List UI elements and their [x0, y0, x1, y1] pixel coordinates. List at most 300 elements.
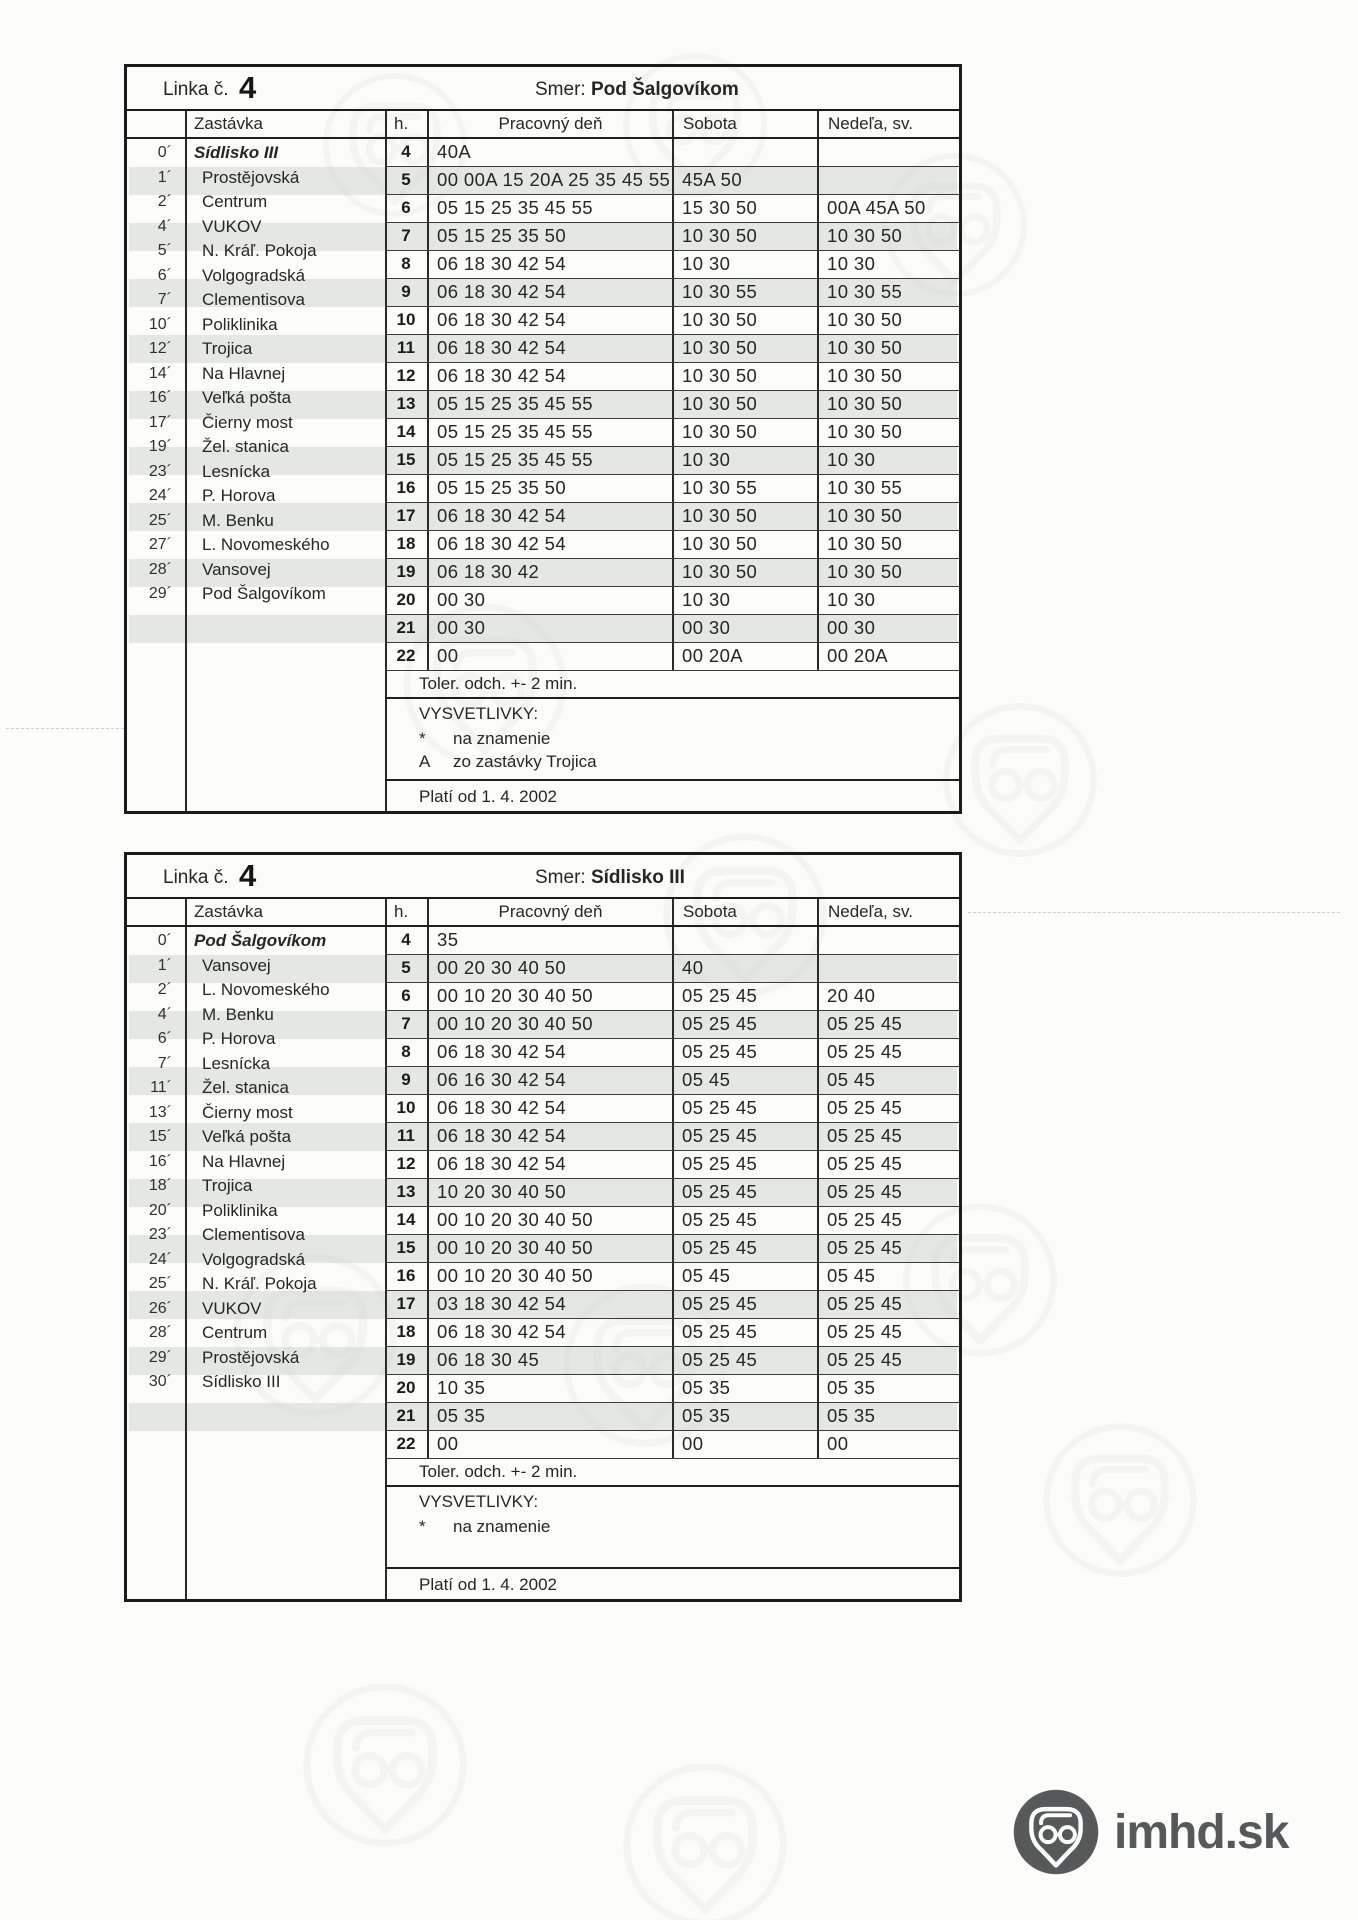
stop-name: Veľká pošta: [202, 388, 292, 407]
col-header-stop: Zastávka: [194, 902, 263, 921]
workday-times: 06 18 30 42 54: [427, 1095, 672, 1122]
col-header-sunday: Nedeľa, sv.: [817, 111, 959, 137]
saturday-times: 10 30 50: [672, 559, 817, 586]
timetable-hour-row: [385, 391, 959, 419]
workday-times: 00 30: [427, 587, 672, 614]
stop-name: Prostějovská: [202, 1347, 300, 1367]
stop-minute: 29´: [148, 1348, 172, 1366]
col-header-sunday: Nedeľa, sv.: [817, 899, 959, 925]
stop-minute: 5´: [157, 242, 172, 259]
workday-times: 05 15 25 35 45 55: [427, 419, 672, 446]
col-header-minute: [127, 899, 185, 925]
timetable-hour-row: [385, 587, 959, 615]
timetable-hour-row: [385, 1123, 959, 1151]
saturday-times: 10 30 50: [672, 391, 817, 418]
stop-minute: 6´: [157, 1030, 172, 1047]
legend-row: [419, 727, 959, 750]
timetable-hour-row: [385, 1095, 959, 1123]
stop-row: [127, 1370, 385, 1395]
legend-text: na znamenie: [453, 1517, 551, 1536]
saturday-times: 10 30 50: [672, 363, 817, 390]
timetable-footer: [385, 1459, 959, 1599]
sunday-times: [817, 167, 959, 194]
timetable-hour-row: [385, 167, 959, 195]
hour-value: 11: [397, 1126, 415, 1145]
sunday-times: 20 40: [817, 983, 959, 1010]
timetable-hour-row: [385, 475, 959, 503]
stop-name: M. Benku: [202, 1004, 274, 1024]
workday-times: 00 10 20 30 40 50: [427, 1263, 672, 1290]
timetable-hour-row: [385, 335, 959, 363]
timetable-hour-row: [385, 1403, 959, 1431]
stop-minute: 17´: [148, 413, 172, 431]
workday-times: 00 10 20 30 40 50: [427, 983, 672, 1010]
saturday-times: 10 30: [672, 587, 817, 614]
stop-name: Vansovej: [202, 955, 271, 975]
stop-minute: 15´: [148, 1128, 172, 1145]
workday-times: 03 18 30 42 54: [427, 1291, 672, 1318]
saturday-times: 05 45: [672, 1067, 817, 1094]
sunday-times: 10 30 50: [817, 531, 959, 558]
stop-name: L. Novomeského: [202, 980, 330, 999]
workday-times: 40A: [427, 139, 672, 166]
workday-times: 05 15 25 35 50: [427, 223, 672, 250]
stop-row: [127, 264, 385, 289]
stop-name: Trojica: [202, 1176, 253, 1195]
stop-minute: 27´: [148, 536, 172, 553]
hour-value: 9: [401, 282, 411, 301]
stop-name: N. Kráľ. Pokoja: [202, 1274, 317, 1293]
workday-times: 06 18 30 42: [427, 559, 672, 586]
sunday-times: [817, 927, 959, 954]
workday-times: 06 18 30 42 54: [427, 531, 672, 558]
timetable-hour-row: [385, 251, 959, 279]
sunday-times: 05 25 45: [817, 1319, 959, 1346]
legend-rows: [419, 727, 959, 773]
stop-name: Sídlisko III: [202, 1372, 281, 1391]
hour-value: 8: [401, 1042, 411, 1061]
stop-minute: 7´: [157, 1054, 172, 1072]
stop-minute: 25´: [148, 511, 172, 529]
sunday-times: [817, 139, 959, 166]
saturday-times: 05 35: [672, 1403, 817, 1430]
hour-value: 19: [396, 1350, 416, 1369]
legend-row: [419, 1515, 959, 1538]
stop-minute: 13´: [148, 1103, 172, 1121]
workday-times: 05 35: [427, 1403, 672, 1430]
workday-times: 00 20 30 40 50: [427, 955, 672, 982]
legend-symbol: A: [419, 752, 431, 771]
saturday-times: 05 25 45: [672, 1347, 817, 1374]
saturday-times: 45A 50: [672, 167, 817, 194]
sunday-times: 05 25 45: [817, 1039, 959, 1066]
stop-row: [127, 1223, 385, 1248]
saturday-times: 00: [672, 1431, 817, 1458]
saturday-times: 10 30 50: [672, 419, 817, 446]
stop-row: [127, 558, 385, 583]
stop-minute: 6´: [157, 266, 172, 284]
sunday-times: 05 25 45: [817, 1095, 959, 1122]
timetable-body: [127, 899, 959, 1599]
workday-times: 10 35: [427, 1375, 672, 1402]
stop-row: [127, 954, 385, 979]
tolerance-note: Toler. odch. +- 2 min.: [385, 671, 959, 699]
watermark-logo: [940, 700, 1100, 860]
saturday-times: [672, 927, 817, 954]
saturday-times: 10 30 50: [672, 335, 817, 362]
timetable-hour-row: [385, 419, 959, 447]
hour-value: 10: [396, 1098, 416, 1117]
stop-minute: 25´: [148, 1275, 172, 1292]
sunday-times: 10 30 50: [817, 363, 959, 390]
stop-row: [127, 190, 385, 215]
timetable-hour-row: [385, 223, 959, 251]
stop-name: Centrum: [202, 1323, 268, 1342]
hour-value: 22: [396, 646, 416, 665]
hour-value: 15: [396, 450, 416, 469]
timetable-footer: [385, 671, 959, 811]
stop-row: [127, 313, 385, 338]
timetable-hour-row: [385, 1067, 959, 1095]
watermark-logo: [620, 1760, 790, 1920]
stop-name: Veľká pošta: [202, 1127, 292, 1146]
legend-title: VYSVETLIVKY:: [419, 1492, 539, 1511]
workday-times: 00 00A 15 20A 25 35 45 55: [427, 167, 672, 194]
legend-rows: [419, 1515, 959, 1538]
saturday-times: 10 30: [672, 447, 817, 474]
stop-name: Volgogradská: [202, 1249, 306, 1269]
valid-from-note: Platí od 1. 4. 2002: [419, 1575, 557, 1594]
sunday-times: 05 25 45: [817, 1235, 959, 1262]
col-header-hour: h.: [394, 902, 409, 921]
stop-name: Centrum: [202, 192, 268, 211]
sunday-times: 05 35: [817, 1375, 959, 1402]
timetable-hour-row: [385, 139, 959, 167]
stop-name: Lesnícka: [202, 461, 271, 481]
stop-name: Clementisova: [202, 1225, 305, 1244]
stop-minute: 20´: [148, 1201, 172, 1219]
workday-times: 10 20 30 40 50: [427, 1179, 672, 1206]
saturday-times: 10 30 55: [672, 279, 817, 306]
saturday-times: 10 30 50: [672, 223, 817, 250]
timetable-hour-row: [385, 1235, 959, 1263]
hour-value: 16: [396, 1266, 416, 1285]
workday-times: 06 18 30 42 54: [427, 1319, 672, 1346]
hour-value: 20: [396, 1378, 416, 1397]
tolerance-note: Toler. odch. +- 2 min.: [385, 1459, 959, 1487]
col-header-workday: Pracovný deň: [427, 111, 672, 137]
workday-times: 06 18 30 42 54: [427, 503, 672, 530]
stop-minute: 0´: [157, 144, 172, 161]
timetable-hour-row: [385, 503, 959, 531]
stop-row: [127, 929, 385, 954]
hour-value: 4: [401, 142, 411, 161]
sunday-times: 10 30: [817, 447, 959, 474]
hour-value: 21: [396, 1406, 416, 1425]
saturday-times: 10 30: [672, 251, 817, 278]
hour-value: 12: [396, 366, 416, 385]
stop-minute: 1´: [157, 168, 172, 186]
saturday-times: [672, 139, 817, 166]
stop-name: Pod Šalgovíkom: [194, 931, 327, 950]
workday-times: 06 18 30 42 54: [427, 307, 672, 334]
col-header-saturday: Sobota: [672, 111, 817, 137]
workday-times: 06 18 30 42 54: [427, 279, 672, 306]
workday-times: 05 15 25 35 45 55: [427, 391, 672, 418]
sunday-times: 10 30 55: [817, 475, 959, 502]
stop-row: [127, 411, 385, 436]
stop-row: [127, 484, 385, 509]
workday-times: 00 10 20 30 40 50: [427, 1235, 672, 1262]
timetable-title-bar: [127, 855, 959, 899]
saturday-times: 05 25 45: [672, 1291, 817, 1318]
stop-name: Žel. stanica: [202, 1078, 289, 1097]
hour-value: 11: [397, 338, 415, 357]
stop-name: Lesnícka: [202, 1053, 271, 1073]
timetable-hour-row: [385, 307, 959, 335]
hour-value: 15: [396, 1238, 416, 1257]
stop-name: P. Horova: [202, 486, 276, 505]
workday-times: 06 18 30 42 54: [427, 363, 672, 390]
hour-value: 17: [396, 1294, 416, 1313]
hour-value: 18: [396, 1322, 416, 1341]
sunday-times: 10 30 50: [817, 307, 959, 334]
saturday-times: 15 30 50: [672, 195, 817, 222]
timetable-hour-row: [385, 447, 959, 475]
stop-row: [127, 1346, 385, 1371]
hour-value: 10: [396, 310, 416, 329]
legend-text: na znamenie: [453, 729, 551, 748]
sunday-times: 00A 45A 50: [817, 195, 959, 222]
line-label: Linka č.: [163, 79, 229, 100]
col-header-workday: Pracovný deň: [427, 899, 672, 925]
stop-name: VUKOV: [202, 1298, 262, 1318]
direction: [535, 79, 739, 101]
hour-value: 8: [401, 254, 411, 273]
stop-name: Sídlisko III: [194, 143, 279, 162]
stop-minute: 24´: [148, 487, 172, 504]
saturday-times: 05 25 45: [672, 1123, 817, 1150]
stop-row: [127, 1321, 385, 1346]
hour-value: 22: [396, 1434, 416, 1453]
stop-row: [127, 1174, 385, 1199]
timetable-hour-row: [385, 643, 959, 671]
stop-row: [127, 1199, 385, 1224]
saturday-times: 10 30 50: [672, 307, 817, 334]
stop-minute: 12´: [148, 340, 172, 357]
sunday-times: 05 25 45: [817, 1011, 959, 1038]
stop-minute: 26´: [148, 1299, 172, 1317]
sunday-times: 10 30 50: [817, 335, 959, 362]
stop-row: [127, 337, 385, 362]
saturday-times: 00 20A: [672, 643, 817, 670]
timetable-title-bar: [127, 67, 959, 111]
stop-minute: 14´: [148, 364, 172, 382]
saturday-times: 05 25 45: [672, 983, 817, 1010]
stops-list: [127, 929, 385, 1395]
scan-artifact-line: [968, 912, 1340, 913]
scan-artifact-line: [6, 728, 124, 729]
legend-text: zo zastávky Trojica: [453, 752, 597, 771]
timetable-hour-row: [385, 1039, 959, 1067]
workday-times: 06 18 30 42 54: [427, 335, 672, 362]
stop-row: [127, 386, 385, 411]
direction: [535, 867, 685, 889]
sunday-times: 10 30 50: [817, 223, 959, 250]
stop-minute: 10´: [148, 315, 172, 333]
stop-row: [127, 509, 385, 534]
stop-minute: 4´: [157, 217, 172, 235]
saturday-times: 10 30 55: [672, 475, 817, 502]
stop-row: [127, 1101, 385, 1126]
workday-times: 00: [427, 1431, 672, 1458]
stop-row: [127, 978, 385, 1003]
workday-times: 00 10 20 30 40 50: [427, 1011, 672, 1038]
stops-list: [127, 141, 385, 607]
hour-value: 19: [396, 562, 416, 581]
stop-minute: 23´: [148, 462, 172, 480]
imhd-logo-text: imhd.sk: [1114, 1805, 1289, 1859]
stop-minute: 2´: [157, 981, 172, 998]
stop-minute: 28´: [148, 1324, 172, 1341]
workday-times: 00: [427, 643, 672, 670]
sunday-times: 05 25 45: [817, 1291, 959, 1318]
stop-minute: 30´: [148, 1373, 172, 1390]
sunday-times: 00 30: [817, 615, 959, 642]
workday-times: 06 18 30 42 54: [427, 1039, 672, 1066]
timetable-hour-row: [385, 1011, 959, 1039]
stop-name: M. Benku: [202, 510, 274, 530]
stop-row: [127, 1076, 385, 1101]
saturday-times: 05 35: [672, 1375, 817, 1402]
sunday-times: 10 30: [817, 587, 959, 614]
stop-name: Pod Šalgovíkom: [202, 584, 326, 603]
legend-symbol: *: [419, 729, 426, 748]
stop-minute: 16´: [148, 1152, 172, 1170]
sunday-times: 10 30 55: [817, 279, 959, 306]
watermark-logo: [1040, 1420, 1200, 1580]
column-header-row: [127, 899, 959, 927]
stop-minute: 28´: [148, 560, 172, 578]
stop-name: P. Horova: [202, 1029, 276, 1048]
timetable-direction-1: [124, 64, 962, 814]
saturday-times: 05 25 45: [672, 1235, 817, 1262]
stop-name: Žel. stanica: [202, 437, 289, 456]
timetable-hour-row: [385, 927, 959, 955]
valid-from-note: Platí od 1. 4. 2002: [419, 787, 557, 806]
line-label: Linka č.: [163, 867, 229, 888]
sunday-times: 05 25 45: [817, 1207, 959, 1234]
stop-name: VUKOV: [202, 216, 262, 236]
stop-name: Clementisova: [202, 290, 305, 309]
timetable-hour-row: [385, 531, 959, 559]
hour-value: 20: [396, 590, 416, 609]
col-header-saturday: Sobota: [672, 899, 817, 925]
stop-minute: 24´: [148, 1250, 172, 1268]
sunday-times: 00: [817, 1431, 959, 1458]
hour-value: 13: [396, 394, 416, 413]
sunday-times: [817, 955, 959, 982]
column-header-row: [127, 111, 959, 139]
col-header-minute: [127, 111, 185, 137]
stop-row: [127, 582, 385, 607]
stop-name: Vansovej: [202, 559, 271, 579]
timetable-hour-row: [385, 1319, 959, 1347]
sunday-times: 05 45: [817, 1067, 959, 1094]
legend-title: VYSVETLIVKY:: [419, 704, 539, 723]
workday-times: 00 30: [427, 615, 672, 642]
stop-row: [127, 1052, 385, 1077]
stop-minute: 4´: [157, 1005, 172, 1023]
hour-value: 4: [401, 930, 411, 949]
stop-name: Prostějovská: [202, 167, 300, 187]
legend-row: [419, 750, 959, 773]
imhd-logo: [1012, 1788, 1288, 1876]
timetable-body: [127, 111, 959, 811]
workday-times: 00 10 20 30 40 50: [427, 1207, 672, 1234]
workday-times: 05 15 25 35 45 55: [427, 447, 672, 474]
imhd-logo-icon: [1012, 1788, 1100, 1876]
timetable-hour-row: [385, 955, 959, 983]
workday-times: 05 15 25 35 50: [427, 475, 672, 502]
stop-row: [127, 1125, 385, 1150]
stop-row: [127, 215, 385, 240]
hour-value: 16: [396, 478, 416, 497]
saturday-times: 40: [672, 955, 817, 982]
stop-minute: 7´: [157, 291, 172, 308]
sunday-times: 10 30 50: [817, 391, 959, 418]
stop-row: [127, 533, 385, 558]
timetable-hour-row: [385, 1375, 959, 1403]
stop-minute: 0´: [157, 932, 172, 949]
workday-times: 06 18 30 45: [427, 1347, 672, 1374]
stop-minute: 18´: [148, 1177, 172, 1194]
stop-row: [127, 1272, 385, 1297]
stop-minute: 19´: [148, 438, 172, 455]
legend-box: [385, 699, 959, 781]
watermark-logo: [300, 1680, 470, 1850]
hour-value: 17: [396, 506, 416, 525]
stop-row: [127, 1297, 385, 1322]
hour-value: 13: [396, 1182, 416, 1201]
saturday-times: 05 25 45: [672, 1179, 817, 1206]
stop-name: Čierny most: [202, 412, 293, 432]
timetable-hour-row: [385, 1207, 959, 1235]
saturday-times: 05 25 45: [672, 1319, 817, 1346]
stop-row: [127, 460, 385, 485]
stop-row: [127, 1248, 385, 1273]
saturday-times: 10 30 50: [672, 531, 817, 558]
sunday-times: 10 30: [817, 251, 959, 278]
timetable-hour-row: [385, 615, 959, 643]
stop-row: [127, 1003, 385, 1028]
sunday-times: 05 35: [817, 1403, 959, 1430]
hour-value: 6: [401, 986, 411, 1005]
stop-minute: 2´: [157, 193, 172, 210]
stop-name: Volgogradská: [202, 265, 306, 285]
sunday-times: 10 30 50: [817, 503, 959, 530]
saturday-times: 05 25 45: [672, 1011, 817, 1038]
sunday-times: 10 30 50: [817, 419, 959, 446]
direction-label: Smer:: [535, 867, 586, 888]
stop-name: Poliklinika: [202, 1200, 278, 1220]
timetable-hour-row: [385, 1263, 959, 1291]
stop-minute: 11´: [150, 1079, 172, 1096]
rows-grid: [385, 139, 959, 671]
legend-box: [385, 1487, 959, 1569]
stop-row: [127, 435, 385, 460]
hour-value: 21: [396, 618, 416, 637]
